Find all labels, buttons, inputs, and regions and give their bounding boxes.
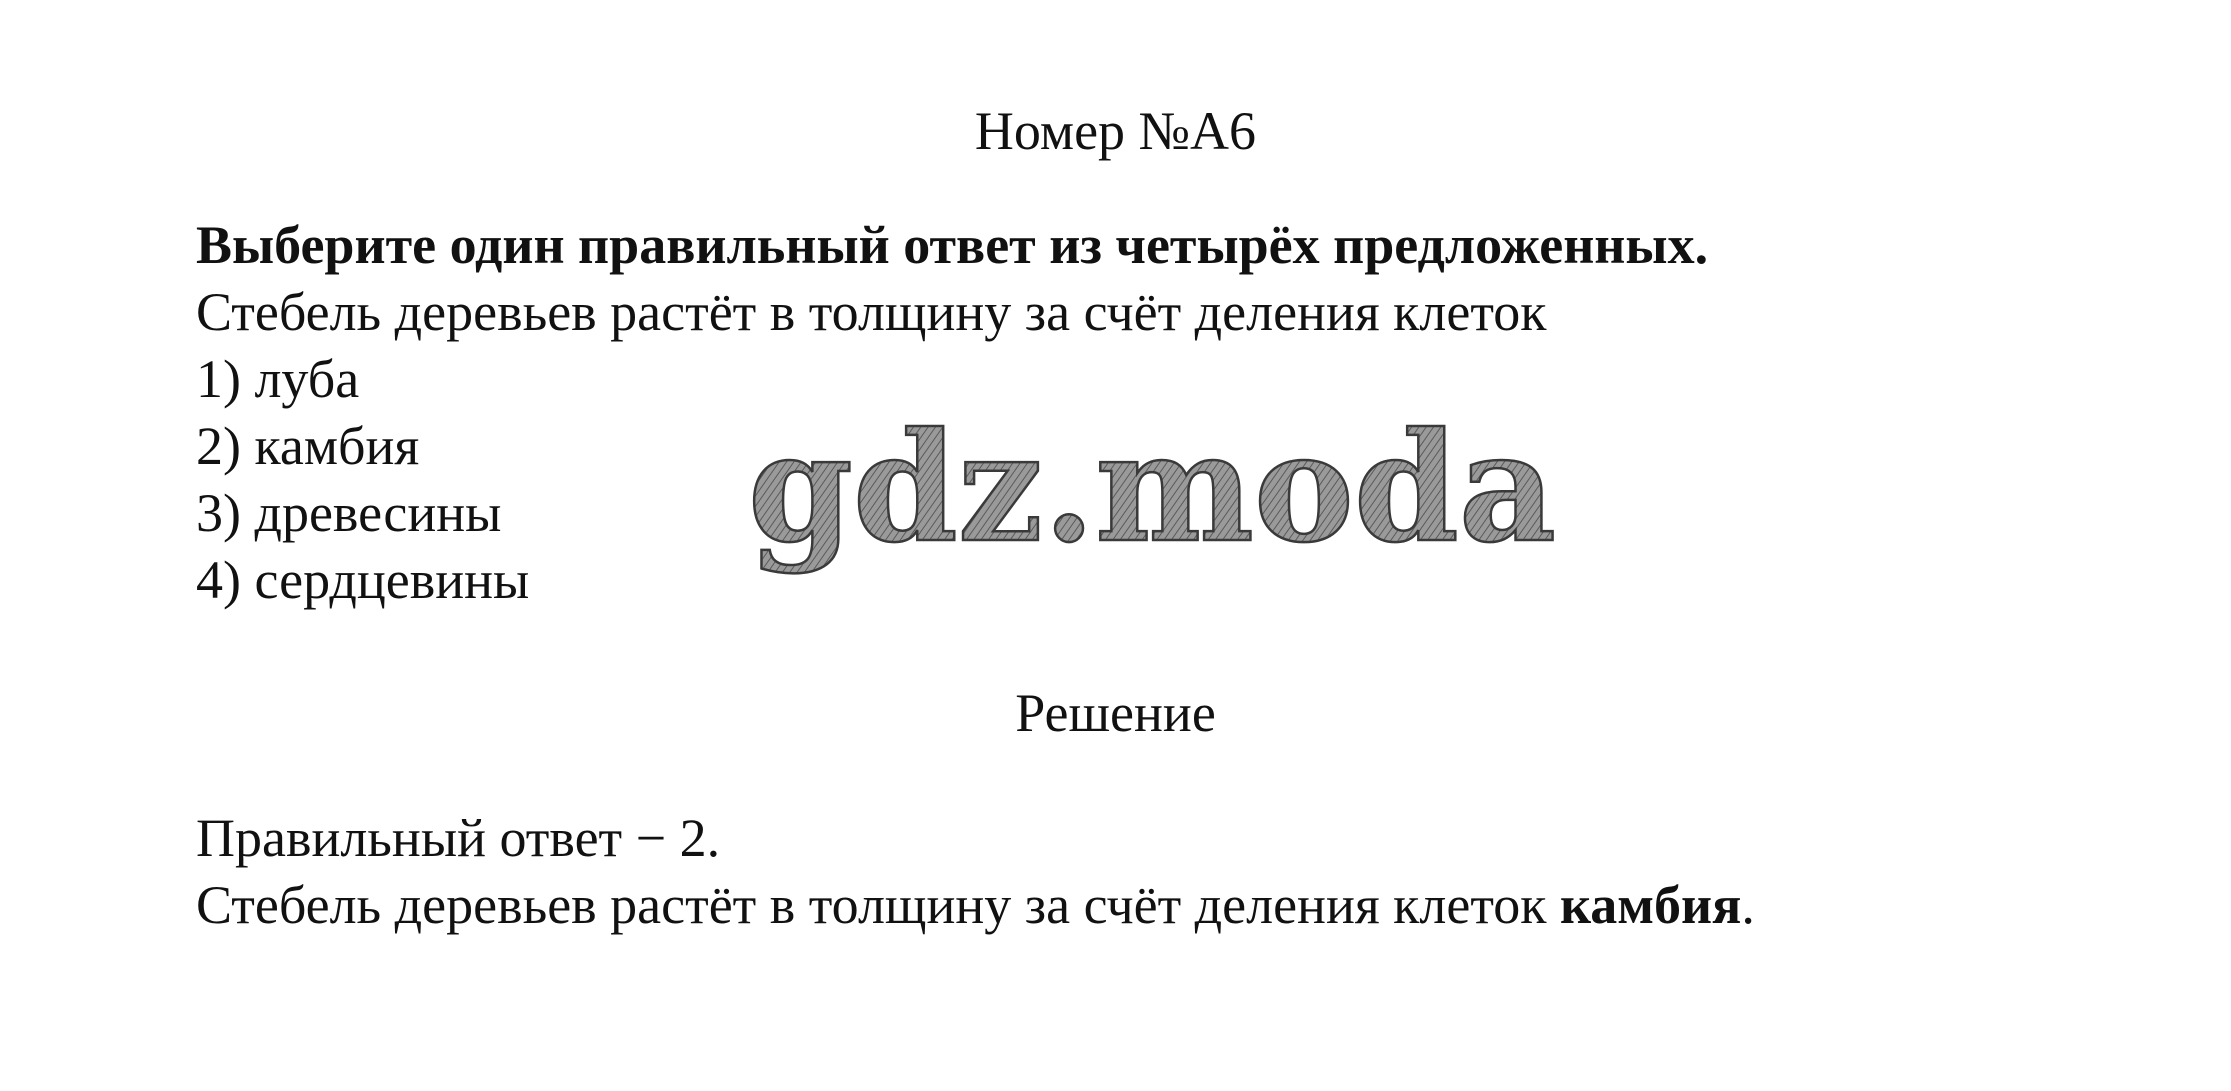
explanation-text: Стебель деревьев растёт в толщину за счёт деления клеток	[196, 875, 1560, 935]
watermark-text: gdz.moda	[748, 400, 1557, 576]
explanation-highlight: камбия	[1559, 875, 1742, 935]
option-1: 1) луба	[196, 349, 360, 409]
option-3: 3) древесины	[196, 483, 502, 543]
watermark-logo	[742, 400, 1557, 600]
watermark-graphic	[742, 400, 1557, 600]
task-instruction: Выберите один правильный ответ из четырёх предложенных.	[196, 215, 1709, 275]
explanation-end: .	[1741, 875, 1755, 935]
correct-answer-line: Правильный ответ − 2.	[196, 808, 721, 868]
explanation-line	[196, 872, 2096, 939]
task-question: Стебель деревьев растёт в толщину за счёт деления клеток	[196, 282, 1547, 342]
problem-number-title: Номер №А6	[974, 101, 1257, 161]
option-4: 4) сердцевины	[196, 550, 530, 610]
solution-block	[196, 805, 2096, 939]
solution-heading: Решение	[1015, 683, 1216, 743]
option-2: 2) камбия	[196, 416, 420, 476]
